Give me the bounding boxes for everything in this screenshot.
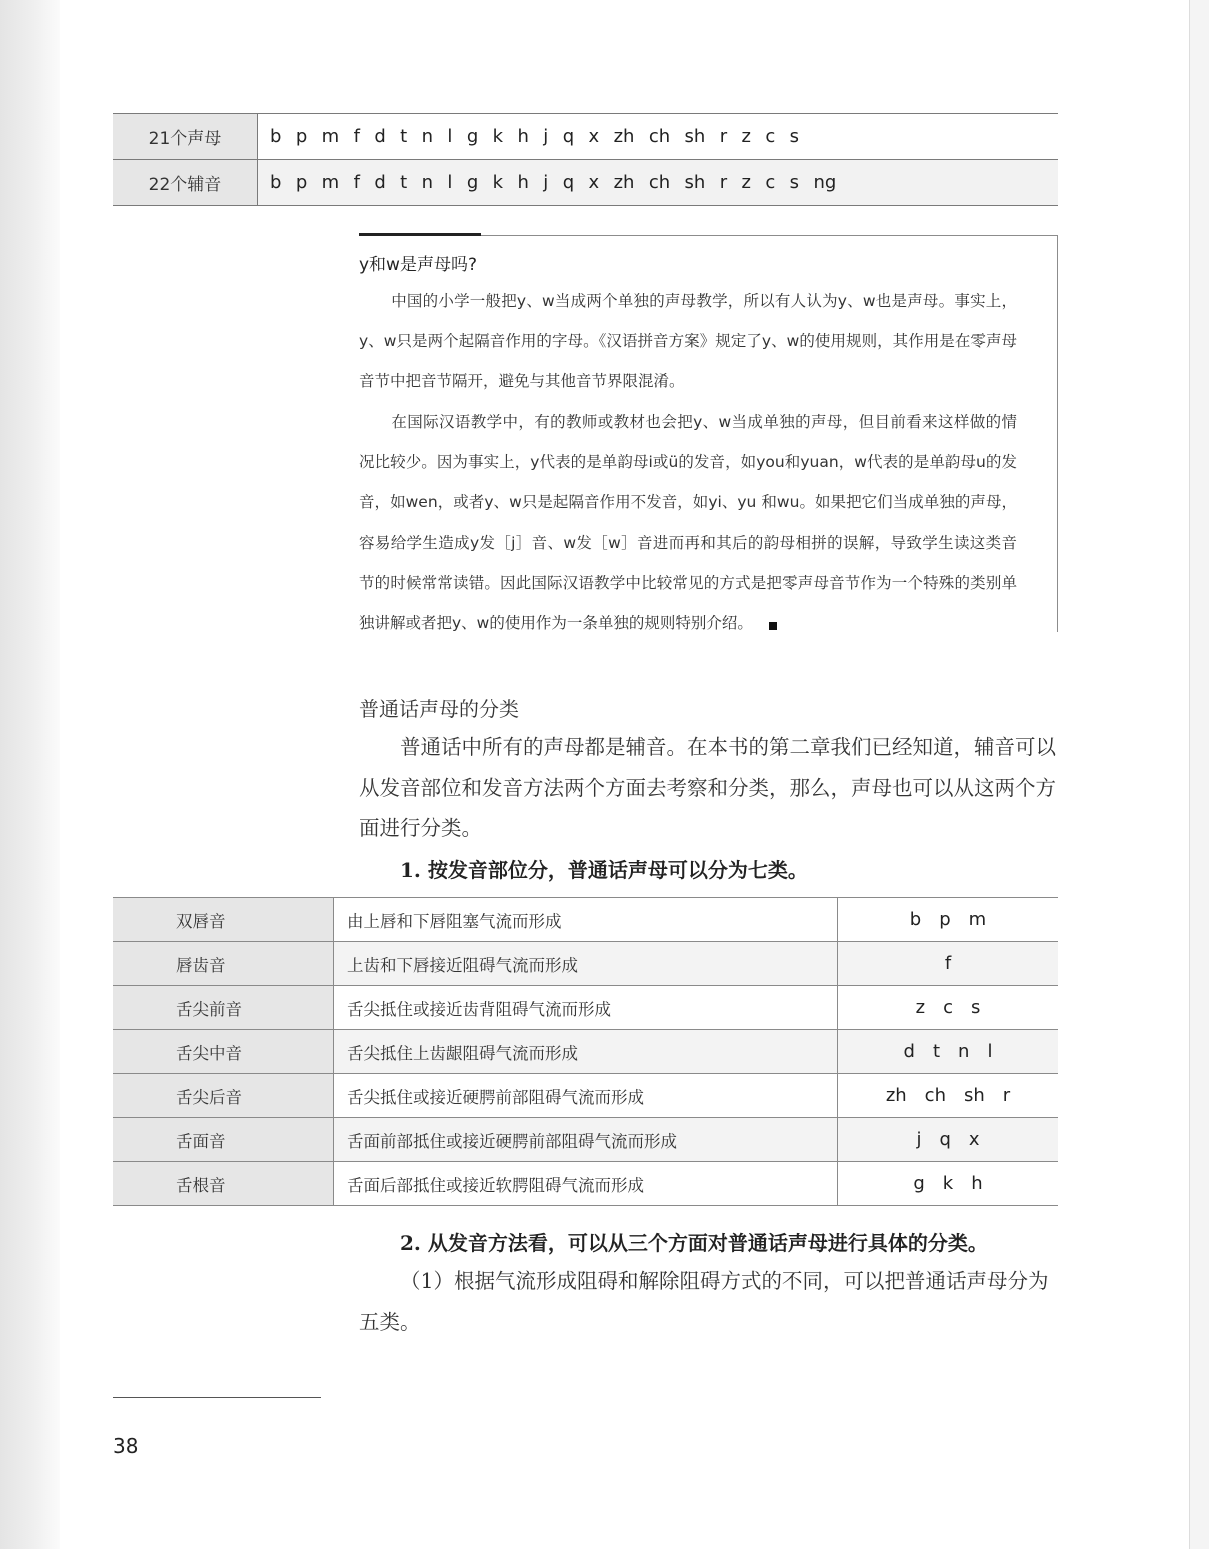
pinyin-letter: d xyxy=(374,126,386,147)
pinyin-letter: x xyxy=(968,1129,980,1150)
pinyin-letter: q xyxy=(562,126,575,147)
table-row xyxy=(113,1074,1058,1118)
pinyin-letter: z xyxy=(741,126,751,147)
initials-consonants-table xyxy=(113,113,1058,206)
letters-cell xyxy=(838,1162,1059,1206)
letters-cell xyxy=(838,1074,1059,1118)
body-paragraph xyxy=(359,727,1059,849)
end-square-icon xyxy=(769,622,777,630)
body-paragraph-text: （1）根据气流形成阻碍和解除阻碍方式的不同，可以把普通话声母分为五类。 xyxy=(359,1269,1049,1334)
pinyin-letter: zh xyxy=(885,1085,907,1106)
pinyin-letter: r xyxy=(1002,1085,1011,1106)
pinyin-letter: b xyxy=(270,172,282,193)
description-cell: 舌尖抵住或接近硬腭前部阻碍气流而形成 xyxy=(334,1074,838,1118)
table-row xyxy=(113,986,1058,1030)
category-cell xyxy=(113,1030,334,1074)
pinyin-letter: g xyxy=(466,172,479,193)
pinyin-letter: sh xyxy=(684,126,706,147)
table-row xyxy=(113,1162,1058,1206)
category-name: 双唇音 xyxy=(176,911,226,931)
pinyin-letter: r xyxy=(719,172,728,193)
pinyin-letter: j xyxy=(916,1129,922,1150)
pinyin-letter: sh xyxy=(684,172,706,193)
category-cell xyxy=(113,1118,334,1162)
pinyin-letter: s xyxy=(970,997,981,1018)
subsection-heading: 2. 从发音方法看，可以从三个方面对普通话声母进行具体的分类。 xyxy=(400,1231,988,1255)
pinyin-letter: m xyxy=(321,126,340,147)
pinyin-letter: m xyxy=(321,172,340,193)
note-box-accent-bar xyxy=(359,233,481,236)
pinyin-letter: k xyxy=(492,172,504,193)
pinyin-letter: p xyxy=(939,909,951,930)
table-row xyxy=(113,1118,1058,1162)
note-paragraph-text: 中国的小学一般把y、w当成两个单独的声母教学，所以有人认为y、w也是声母。事实上，y、w只是两个起隔音作用的字母。《汉语拼音方案》规定了y、w的使用规则，其作用是在零声母音节中把音节隔开，避免与其他音节界限混淆。 xyxy=(359,292,1017,391)
pinyin-letter: m xyxy=(968,909,987,930)
description-cell: 由上唇和下唇阻塞气流而形成 xyxy=(334,898,838,942)
pinyin-letter: z xyxy=(915,997,926,1018)
letters-cell xyxy=(258,160,1059,206)
pinyin-letter: b xyxy=(270,126,282,147)
pinyin-letter: s xyxy=(789,126,800,147)
category-cell xyxy=(113,1074,334,1118)
page-right-edge xyxy=(1189,0,1209,1549)
table-row xyxy=(113,114,1058,160)
pinyin-letter: sh xyxy=(963,1085,985,1106)
pinyin-letter: p xyxy=(295,172,308,193)
pinyin-letter: f xyxy=(944,953,952,974)
category-name: 舌尖后音 xyxy=(176,1087,242,1107)
pinyin-letter: h xyxy=(517,126,529,147)
pinyin-letter: n xyxy=(421,126,434,147)
pinyin-letter: h xyxy=(517,172,529,193)
letters-cell xyxy=(838,1030,1059,1074)
pinyin-letter: zh xyxy=(613,172,635,193)
pinyin-letter: l xyxy=(447,126,453,147)
page-number: 38 xyxy=(113,1434,139,1458)
pinyin-letter: t xyxy=(400,126,408,147)
pinyin-letter: j xyxy=(543,126,549,147)
pinyin-letter: k xyxy=(942,1173,954,1194)
pinyin-letter: b xyxy=(909,909,922,930)
letters-cell xyxy=(258,114,1059,160)
pinyin-letter: d xyxy=(903,1041,915,1062)
category-name: 舌根音 xyxy=(176,1175,226,1195)
pinyin-letter: ch xyxy=(648,126,671,147)
pinyin-letter: x xyxy=(588,172,600,193)
description-cell: 舌面前部抵住或接近硬腭前部阻碍气流而形成 xyxy=(334,1118,838,1162)
pinyin-letter: p xyxy=(295,126,308,147)
pinyin-letter: h xyxy=(971,1173,983,1194)
row-label: 22个辅音 xyxy=(113,160,258,206)
category-name: 唇齿音 xyxy=(176,955,226,975)
page-gutter-shadow xyxy=(0,0,60,1549)
description-cell: 舌面后部抵住或接近软腭阻碍气流而形成 xyxy=(334,1162,838,1206)
pinyin-letter: g xyxy=(466,126,479,147)
letters-cell xyxy=(838,986,1059,1030)
category-cell xyxy=(113,1162,334,1206)
pinyin-letter: g xyxy=(913,1173,925,1194)
letters-cell xyxy=(838,1118,1059,1162)
body-paragraph xyxy=(359,1261,1059,1342)
pinyin-letter: t xyxy=(932,1041,941,1062)
table-row xyxy=(113,160,1058,206)
pinyin-letter: c xyxy=(943,997,953,1018)
place-of-articulation-table xyxy=(113,897,1058,1206)
pinyin-letter: ng xyxy=(813,172,837,193)
note-paragraph-text: 在国际汉语教学中，有的教师或教材也会把y、w当成单独的声母，但目前看来这样做的情况比较少。因为事实上，y代表的是单韵母i或ü的发音，如you和yuan，w代表的是单韵母u的发音，如wen，或者y、w只是起隔音作用不发音，如yi、yu 和wu。如果把它们当成单独的声母，容易给学生造成y发［j］音、w发［w］音进而再和其后的韵母相拼的误解，导致学生读这类音节的时候常常读错。因此国际汉语教学中比较常见的方式是把零声母音节作为一个特殊的类别单独讲解或者把y、w的使用作为一条单独的规则特别介绍。 xyxy=(359,413,1017,633)
note-box-title: y和w是声母吗? xyxy=(359,255,477,275)
pinyin-letter: t xyxy=(400,172,408,193)
pinyin-letter: n xyxy=(421,172,434,193)
table-row xyxy=(113,942,1058,986)
pinyin-letter: d xyxy=(374,172,386,193)
description-cell: 舌尖抵住或接近齿背阻碍气流而形成 xyxy=(334,986,838,1030)
pinyin-letter: l xyxy=(987,1041,993,1062)
category-cell xyxy=(113,898,334,942)
pinyin-letter: f xyxy=(353,126,360,147)
letters-cell xyxy=(838,898,1059,942)
category-name: 舌尖中音 xyxy=(176,1043,242,1063)
pinyin-letter: j xyxy=(543,172,549,193)
body-paragraph-text: 普通话中所有的声母都是辅音。在本书的第二章我们已经知道，辅音可以从发音部位和发音方法两个方面去考察和分类，那么，声母也可以从这两个方面进行分类。 xyxy=(359,735,1056,840)
pinyin-letter: zh xyxy=(613,126,635,147)
pinyin-letter: ch xyxy=(924,1085,946,1106)
row-label: 21个声母 xyxy=(113,114,258,160)
note-paragraph xyxy=(359,281,1017,402)
pinyin-letter: q xyxy=(939,1129,951,1150)
category-cell xyxy=(113,942,334,986)
pinyin-letter: x xyxy=(588,126,600,147)
pinyin-letter: c xyxy=(765,126,776,147)
pinyin-letter: c xyxy=(765,172,776,193)
pinyin-letter: q xyxy=(562,172,575,193)
footnote-rule xyxy=(113,1397,321,1398)
pinyin-letter: s xyxy=(789,172,800,193)
table-row xyxy=(113,1030,1058,1074)
table-row xyxy=(113,898,1058,942)
pinyin-letter: ch xyxy=(648,172,671,193)
pinyin-letter: r xyxy=(719,126,728,147)
category-name: 舌尖前音 xyxy=(176,999,242,1019)
pinyin-letter: k xyxy=(492,126,504,147)
pinyin-letter: z xyxy=(741,172,751,193)
description-cell: 舌尖抵住上齿龈阻碍气流而形成 xyxy=(334,1030,838,1074)
category-cell xyxy=(113,986,334,1030)
letters-cell xyxy=(838,942,1059,986)
pinyin-letter: n xyxy=(958,1041,970,1062)
pinyin-letter: f xyxy=(353,172,360,193)
section-heading: 普通话声母的分类 xyxy=(359,697,519,721)
description-cell: 上齿和下唇接近阻碍气流而形成 xyxy=(334,942,838,986)
pinyin-letter: l xyxy=(447,172,453,193)
category-name: 舌面音 xyxy=(176,1131,226,1151)
subsection-heading: 1. 按发音部位分，普通话声母可以分为七类。 xyxy=(400,858,808,882)
note-paragraph xyxy=(359,402,1017,643)
